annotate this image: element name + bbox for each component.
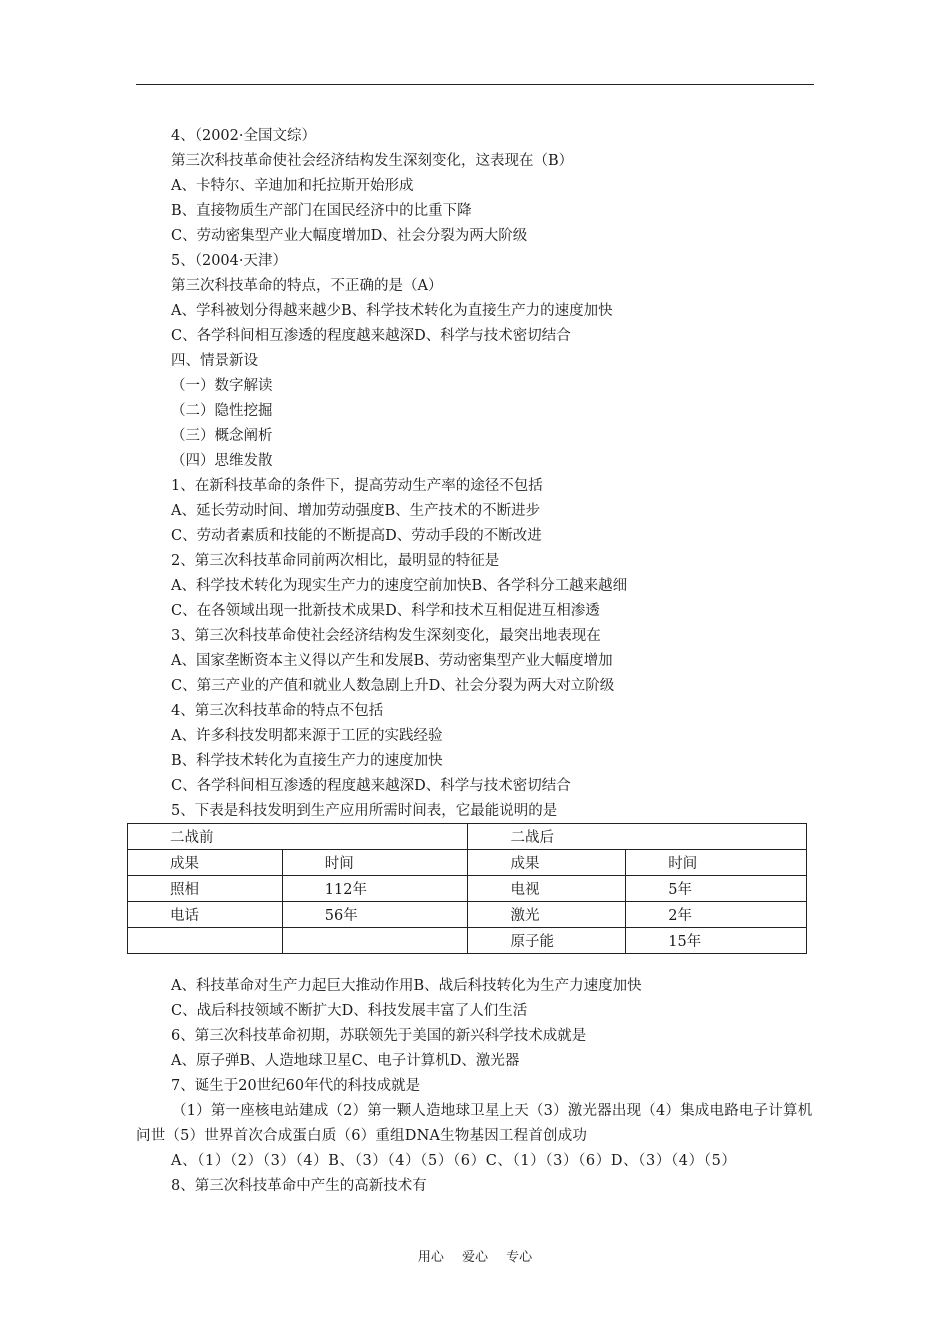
question-line: A、科技革命对生产力起巨大推动作用B、战后科技转化为生产力速度加快 (171, 978, 642, 994)
table-col-result: 成果 (468, 850, 626, 876)
question-line: 4、第三次科技革命的特点不包括 (171, 703, 384, 719)
table-cell: 2年 (626, 902, 807, 928)
table-cell: 激光 (468, 902, 626, 928)
table-row (128, 876, 807, 902)
subsection-heading: （四）思维发散 (171, 453, 273, 469)
subsection-heading: （一）数字解读 (171, 378, 273, 394)
question-line: 5、下表是科技发明到生产应用所需时间表，它最能说明的是 (171, 803, 558, 819)
question-line: C、在各领域出现一批新技术成果D、科学和技术互相促进互相渗透 (171, 603, 600, 619)
invention-time-table (127, 823, 807, 954)
question-line: B、科学技术转化为直接生产力的速度加快 (171, 753, 443, 769)
question-line: C、各学科间相互渗透的程度越来越深D、科学与技术密切结合 (171, 328, 571, 344)
table-col-time: 时间 (282, 850, 468, 876)
table-cell: 照相 (128, 876, 283, 902)
question-line: 第三次科技革命使社会经济结构发生深刻变化，这表现在（B） (171, 153, 574, 169)
table-header-row (128, 824, 807, 850)
question-line: A、卡特尔、辛迪加和托拉斯开始形成 (171, 178, 414, 194)
question-line: 第三次科技革命的特点，不正确的是（A） (171, 278, 443, 294)
question-7-options: A、（1）（2）（3）（4）B、（3）（4）（5）（6）C、（1）（3）（6）D、（3）（4）（5） (171, 1153, 737, 1169)
table-cell (282, 928, 468, 954)
table-col-time: 时间 (626, 850, 807, 876)
header-rule (136, 84, 814, 85)
question-line: 7、诞生于20世纪60年代的科技成就是 (171, 1078, 421, 1094)
question-line: C、第三产业的产值和就业人数急剧上升D、社会分裂为两大对立阶级 (171, 678, 615, 694)
question-line: 4、（2002·全国文综） (171, 128, 316, 144)
question-line: C、劳动者素质和技能的不断提高D、劳动手段的不断改进 (171, 528, 542, 544)
question-line: C、战后科技领域不断扩大D、科技发展丰富了人们生活 (171, 1003, 528, 1019)
subsection-heading: （三）概念阐析 (171, 428, 273, 444)
question-line: 1、在新科技革命的条件下，提高劳动生产率的途径不包括 (171, 478, 543, 494)
table-row (128, 928, 807, 954)
table-cell: 5年 (626, 876, 807, 902)
question-line: C、各学科间相互渗透的程度越来越深D、科学与技术密切结合 (171, 778, 571, 794)
page-footer: 用心 爱心 专心 (417, 1250, 533, 1265)
question-line: 3、第三次科技革命使社会经济结构发生深刻变化，最突出地表现在 (171, 628, 601, 644)
document-body-bottom (136, 974, 816, 1199)
question-line: A、学科被划分得越来越少B、科学技术转化为直接生产力的速度加快 (171, 303, 613, 319)
table-cell: 原子能 (468, 928, 626, 954)
question-line: 6、第三次科技革命初期，苏联领先于美国的新兴科学技术成就是 (171, 1028, 587, 1044)
table-row (128, 902, 807, 928)
table-cell: 电视 (468, 876, 626, 902)
question-line: A、科学技术转化为现实生产力的速度空前加快B、各学科分工越来越细 (171, 578, 628, 594)
question-line: B、直接物质生产部门在国民经济中的比重下降 (171, 203, 472, 219)
table-col-result: 成果 (128, 850, 283, 876)
table-cell: 56年 (282, 902, 468, 928)
table-cell (128, 928, 283, 954)
question-7-items: （1）第一座核电站建成（2）第一颗人造地球卫星上天（3）激光器出现（4）集成电路电子计算机问世（5）世界首次合成蛋白质（6）重组DNA生物基因工程首创成功 (136, 1103, 813, 1144)
table-header-postwar: 二战后 (468, 824, 807, 850)
table-cell: 112年 (282, 876, 468, 902)
table-cell: 15年 (626, 928, 807, 954)
question-line: 2、第三次科技革命同前两次相比，最明显的特征是 (171, 553, 500, 569)
table-cell: 电话 (128, 902, 283, 928)
table-header-prewar: 二战前 (128, 824, 468, 850)
subsection-heading: （二）隐性挖掘 (171, 403, 273, 419)
table-subheader-row (128, 850, 807, 876)
question-line: 8、第三次科技革命中产生的高新技术有 (171, 1178, 427, 1194)
question-line: 5、（2004·天津） (171, 253, 287, 269)
document-body-top (136, 124, 816, 824)
question-line: C、劳动密集型产业大幅度增加D、社会分裂为两大阶级 (171, 228, 528, 244)
section-heading: 四、情景新设 (171, 353, 258, 369)
question-line: A、延长劳动时间、增加劳动强度B、生产技术的不断进步 (171, 503, 541, 519)
question-line: A、国家垄断资本主义得以产生和发展B、劳动密集型产业大幅度增加 (171, 653, 613, 669)
question-line: A、原子弹B、人造地球卫星C、电子计算机D、激光器 (171, 1053, 520, 1069)
question-line: A、许多科技发明都来源于工匠的实践经验 (171, 728, 443, 744)
